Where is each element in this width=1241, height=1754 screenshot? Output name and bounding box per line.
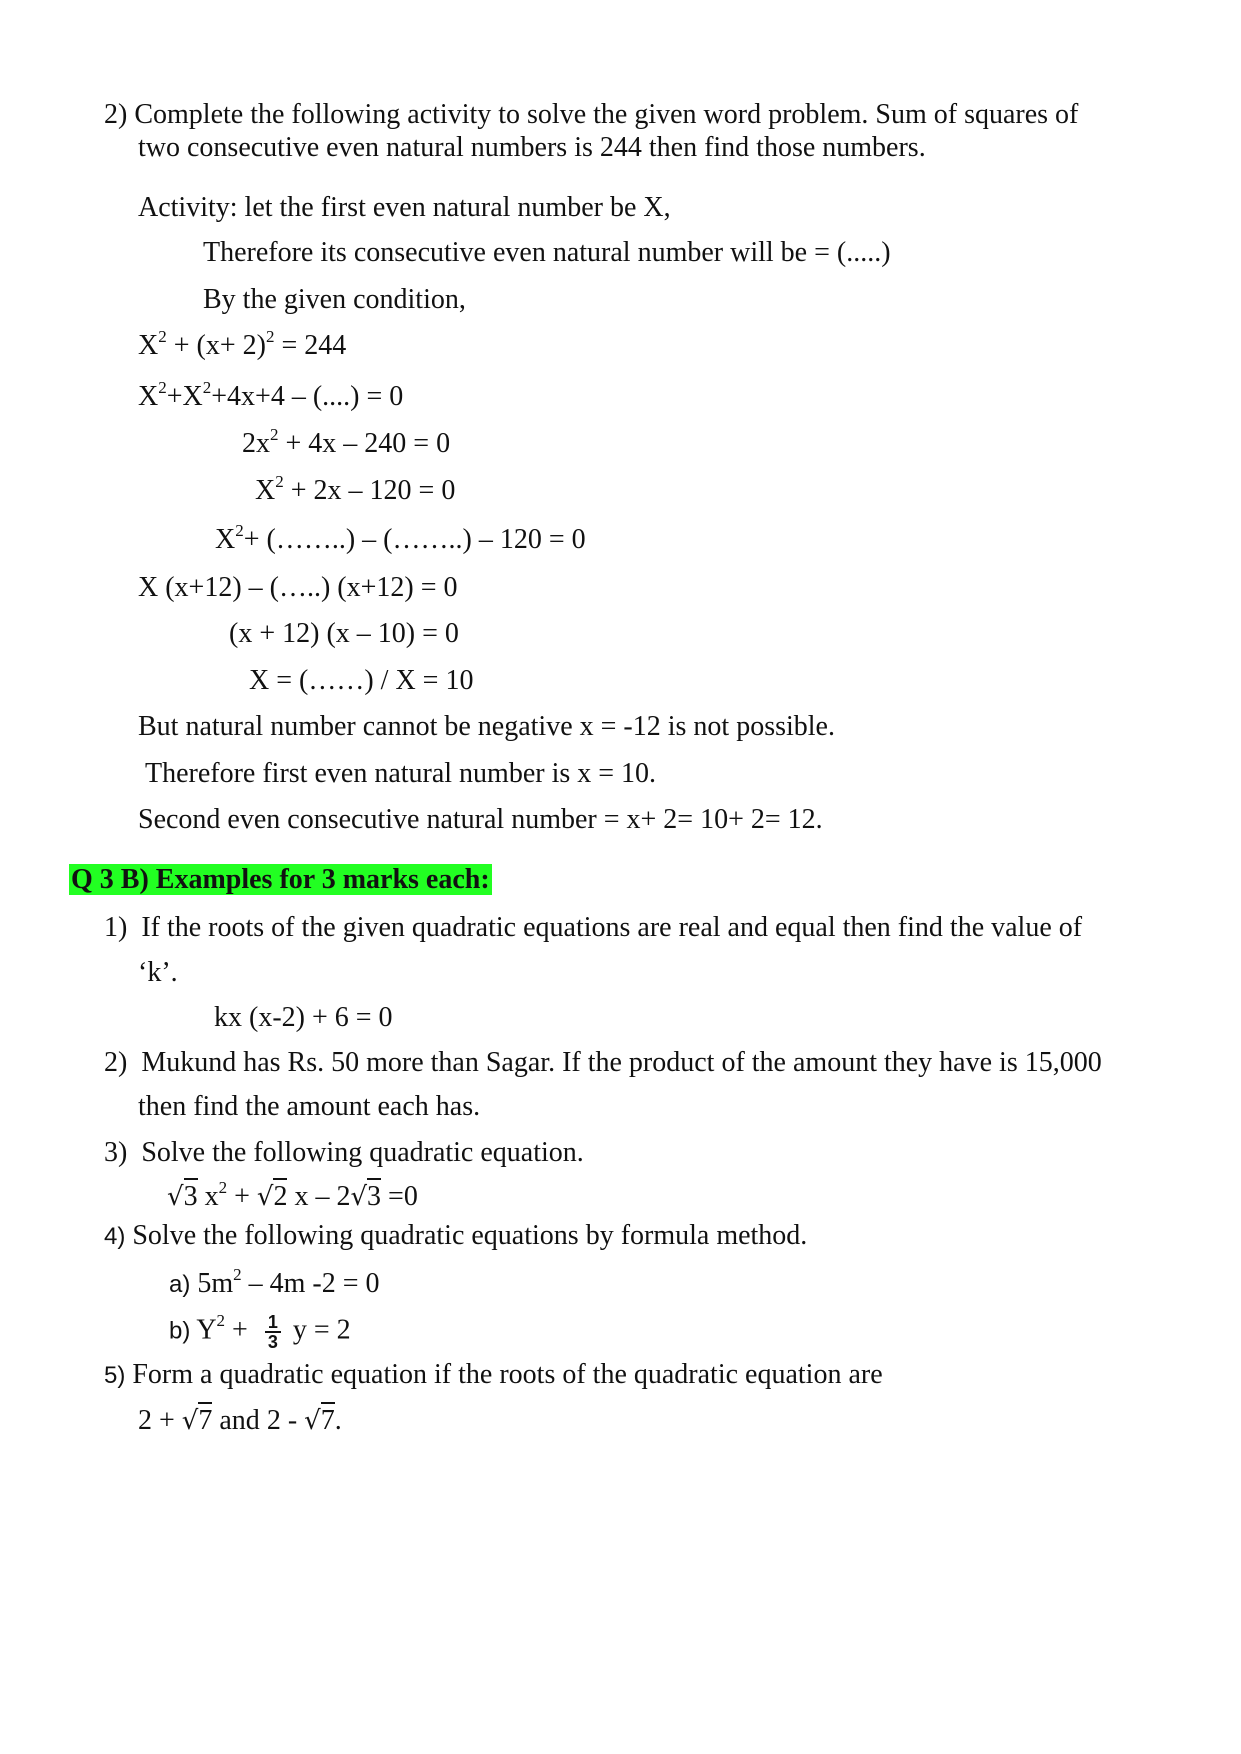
part-label: a) bbox=[169, 1271, 191, 1298]
square-root-icon: √ bbox=[256, 1182, 274, 1212]
step-8: X = (……) / X = 10 bbox=[249, 665, 474, 696]
q4-line1: 4) Solve the following quadratic equations by formula method. bbox=[104, 1220, 808, 1251]
q3-line1: 3) Solve the following quadratic equation. bbox=[104, 1137, 584, 1168]
square-root-icon: √ bbox=[167, 1182, 184, 1212]
activity-question-line1 bbox=[104, 98, 1078, 132]
step-1: $X^2 + (x+ 2)^2 = 244$ bbox=[138, 326, 347, 361]
q5-line1: 5) Form a quadratic equation if the roots of the quadratic equation are bbox=[104, 1359, 883, 1390]
step-6: X (x+12) – (…..) (x+12) = 0 bbox=[138, 572, 458, 603]
q4-part-b: b) $Y^2$ + $\frac{1}{3}$ y = 2 bbox=[169, 1311, 351, 1352]
conclusion-1: But natural number cannot be negative x = -12 is not possible. bbox=[138, 711, 835, 742]
q3-equation: √3 $x^2 + √2$ x – 2√3 =0 bbox=[167, 1177, 418, 1212]
q2-line1: 2) Mukund has Rs. 50 more than Sagar. If the product of the amount they have is 15,000 bbox=[104, 1047, 1102, 1078]
step-2: $X^2+X^2+4x+4$ – (....) = 0 bbox=[138, 377, 404, 412]
question-text: Complete the following activity to solve the given word problem. Sum of squares of bbox=[134, 99, 1079, 130]
q1-line1: 1) If the roots of the given quadratic equations are real and equal then find the value of bbox=[104, 912, 1083, 943]
section-heading bbox=[69, 863, 492, 897]
square-root-icon: √ bbox=[181, 1406, 199, 1436]
conclusion-3: Second even consecutive natural number = x+ 2= 10+ 2= 12. bbox=[138, 804, 823, 835]
fraction: $\frac{1}{3}$ bbox=[265, 1313, 281, 1351]
question-number: 2) bbox=[104, 99, 128, 130]
q4-part-a: a) $5m^2 - 4m$ -2 = 0 bbox=[169, 1264, 380, 1299]
step-3: $2x^2 + 4x - 240 = 0$ bbox=[242, 424, 451, 459]
conclusion-2: Therefore first even natural number is x = 10. bbox=[145, 758, 657, 789]
q5-roots: 2 + √7 and 2 - √7. bbox=[138, 1404, 342, 1438]
activity-intro: Activity: let the first even natural number be X, bbox=[138, 192, 671, 223]
section-heading-highlight: Q 3 B) Examples for 3 marks each: bbox=[71, 864, 490, 895]
q2-line2: then find the amount each has. bbox=[138, 1091, 481, 1122]
step-4: $X^2 + 2x - 120 = 0$ bbox=[255, 471, 456, 506]
step-7: (x + 12) (x – 10) = 0 bbox=[229, 618, 459, 649]
square-root-icon: √ bbox=[304, 1406, 321, 1436]
q1-line2: ‘k’. bbox=[138, 957, 178, 988]
consecutive-line: Therefore its consecutive even natural number will be = (.....) bbox=[203, 237, 891, 268]
activity-question-line2: two consecutive even natural numbers is 244 then find those numbers. bbox=[138, 132, 926, 163]
part-label: b) bbox=[169, 1317, 191, 1345]
q1-equation: kx (x-2) + 6 = 0 bbox=[214, 1002, 393, 1033]
square-root-icon: √ bbox=[350, 1182, 368, 1212]
condition-line: By the given condition, bbox=[203, 284, 466, 315]
step-5: $X^2+$ (……..) – (……..) – 120 = 0 bbox=[215, 520, 586, 555]
